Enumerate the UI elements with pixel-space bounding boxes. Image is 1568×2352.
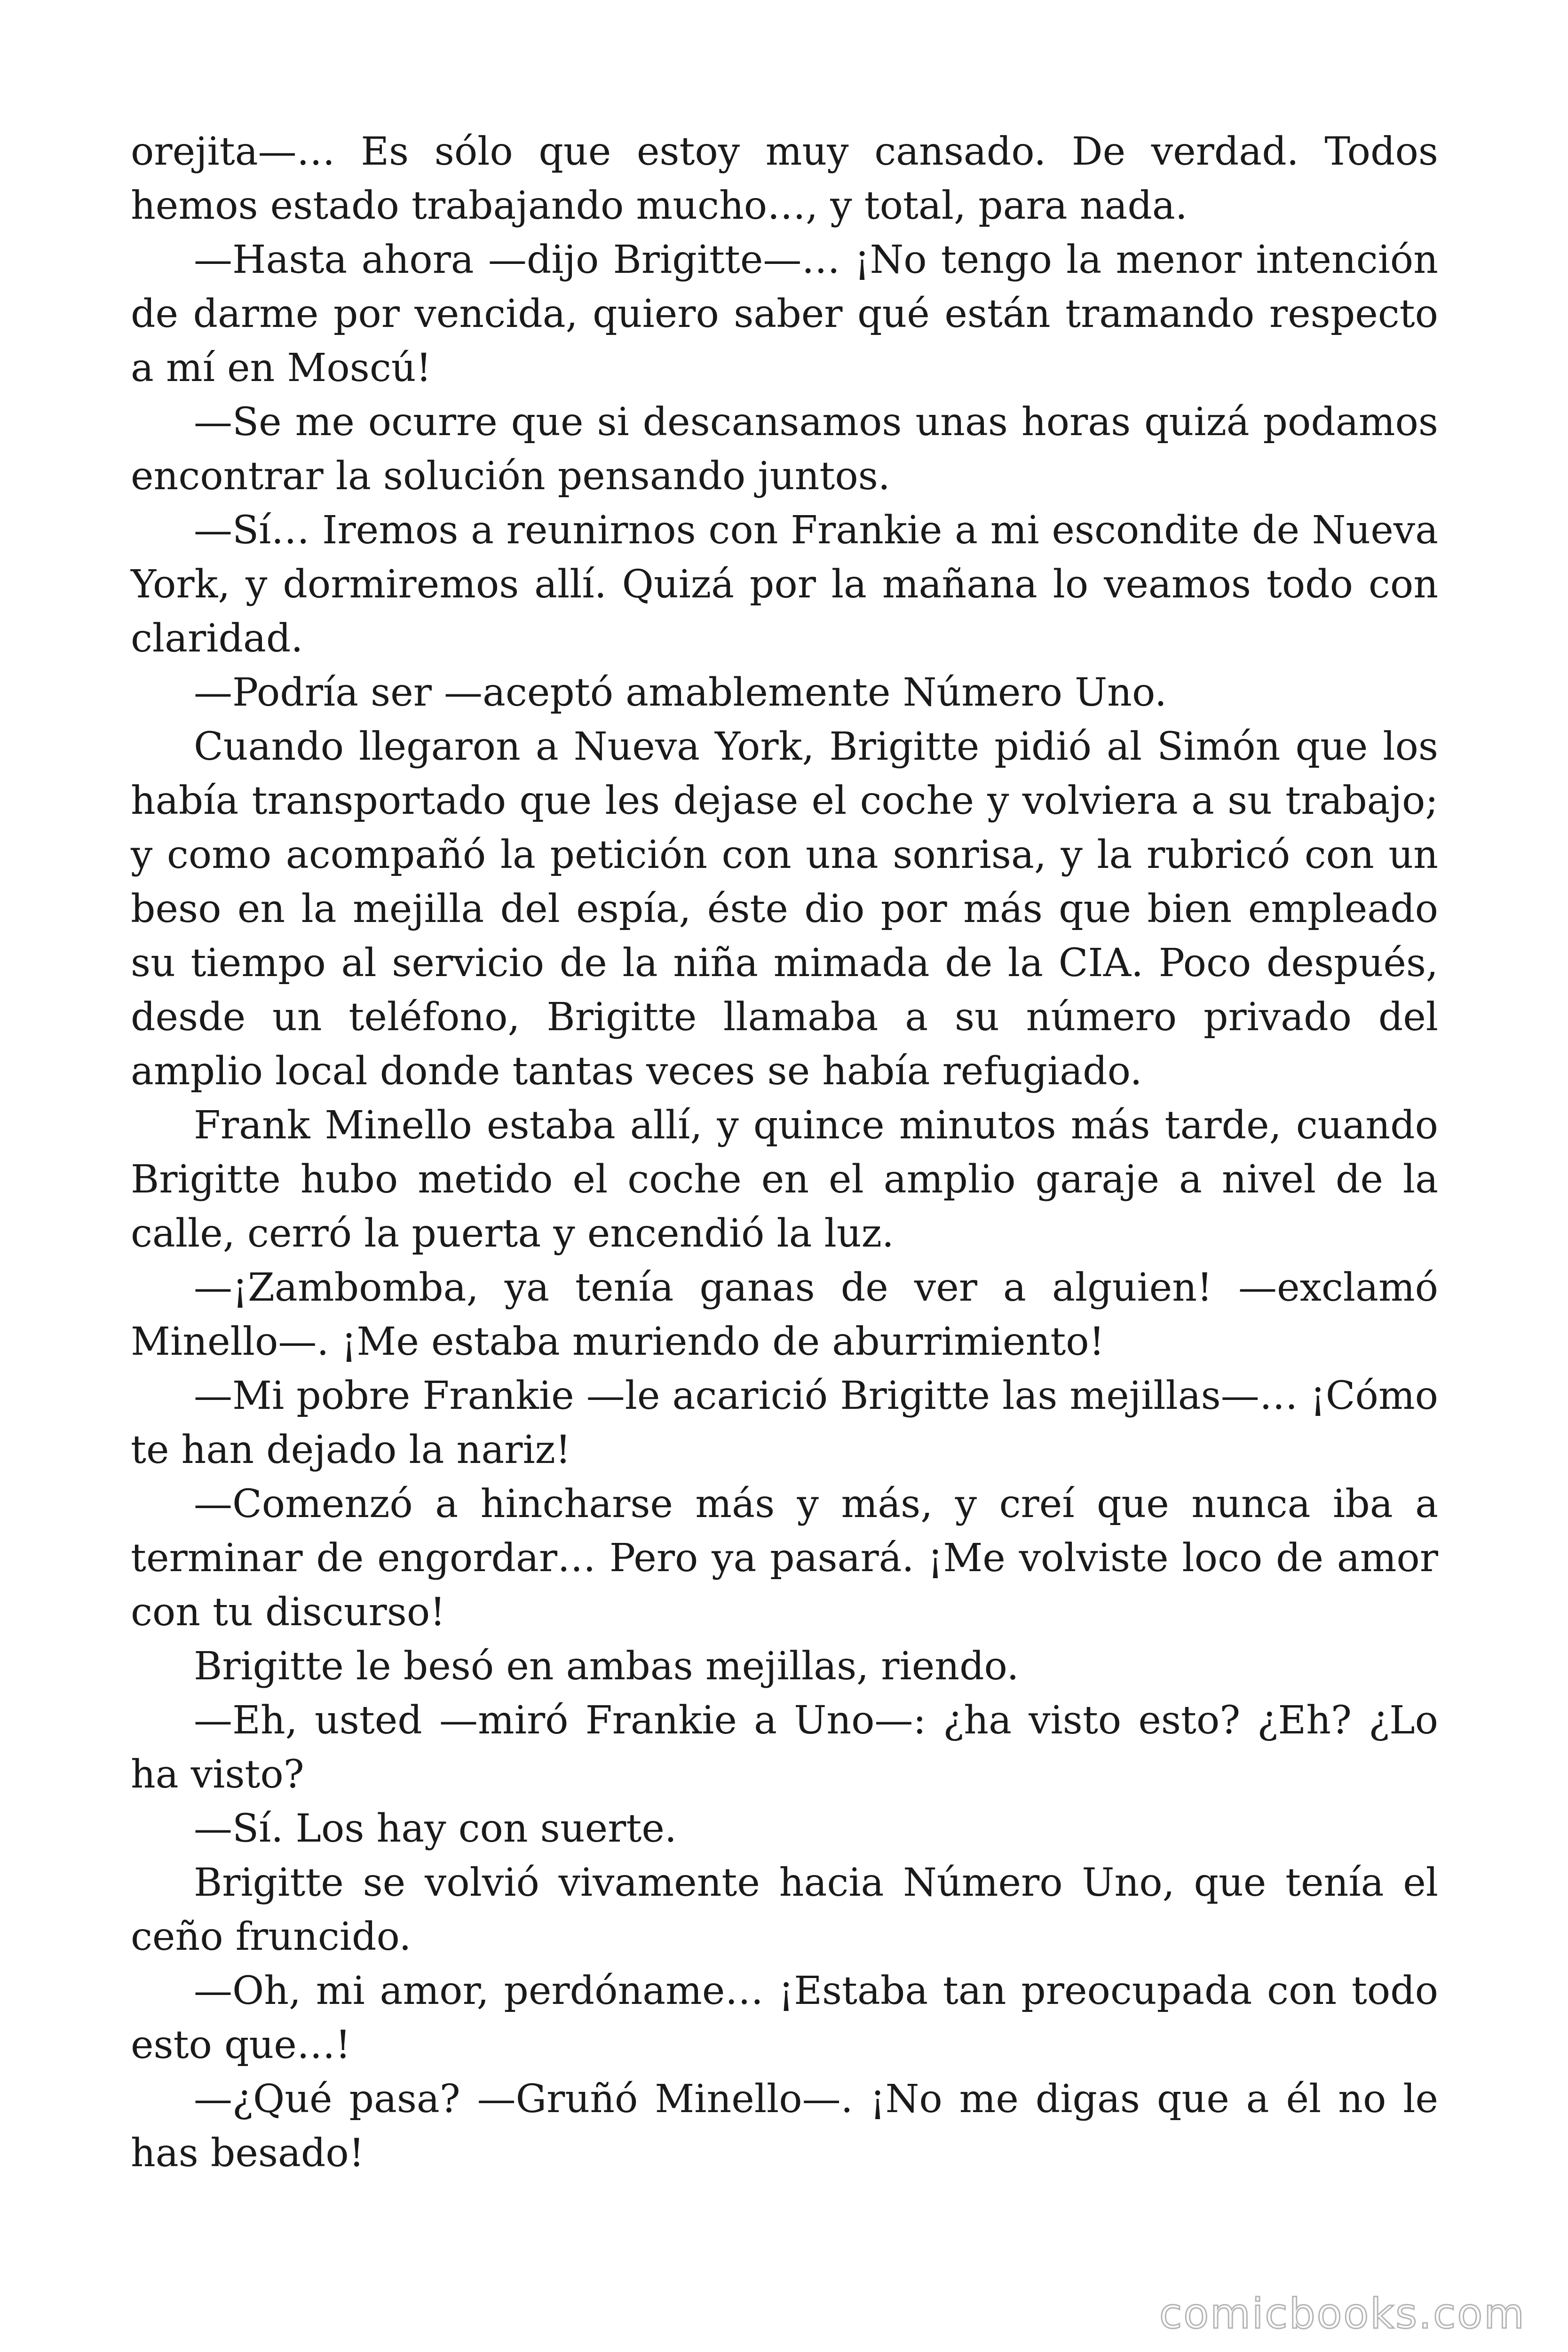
watermark: comicbooks.com xyxy=(1159,2289,1526,2338)
page-body xyxy=(131,125,1438,2180)
paragraph-10: —Comenzó a hincharse más y más, y creí que nunca iba a terminar de engordar… Pero ya pasará. ¡Me volviste loco de amor con tu discurso! xyxy=(131,1482,1438,1635)
paragraph-9: —Mi pobre Frankie —le acarició Brigitte las mejillas—… ¡Cómo te han dejado la nariz! xyxy=(131,1374,1438,1472)
paragraph-1: orejita—… Es sólo que estoy muy cansado. De verdad. Todos hemos estado trabajando mucho…, y total, para nada. xyxy=(131,129,1438,228)
paragraph-11: Brigitte le besó en ambas mejillas, riendo. xyxy=(194,1644,1019,1689)
paragraph-6: Cuando llegaron a Nueva York, Brigitte pidió al Simón que los había transportado que les dejase el coche y volviera a su trabajo; y como acompañó la petición con una sonrisa, y la rubricó con un beso en la mejilla del espía, éste dio por más que bien empleado su tiempo al servicio de la niña mimada de la CIA. Poco después, desde un teléfono, Brigitte llamaba a su número privado del amplio local donde tantas veces se había refugiado. xyxy=(131,724,1438,1094)
paragraph-2: —Hasta ahora —dijo Brigitte—… ¡No tengo la menor intención de darme por vencida, quiero saber qué están tramando respecto a mí en Moscú! xyxy=(131,238,1438,390)
paragraph-3: —Se me ocurre que si descansamos unas horas quizá podamos encontrar la solución pensando juntos. xyxy=(131,400,1438,499)
paragraph-5: —Podría ser —aceptó amablemente Número Uno. xyxy=(194,670,1167,715)
paragraph-16: —¿Qué pasa? —Gruñó Minello—. ¡No me digas que a él no le has besado! xyxy=(131,2077,1438,2176)
paragraph-12: —Eh, usted —miró Frankie a Uno—: ¿ha visto esto? ¿Eh? ¿Lo ha visto? xyxy=(131,1698,1438,1797)
paragraph-15: —Oh, mi amor, perdóname… ¡Estaba tan preocupada con todo esto que…! xyxy=(131,1969,1438,2067)
paragraph-7: Frank Minello estaba allí, y quince minutos más tarde, cuando Brigitte hubo metido el coche en el amplio garaje a nivel de la calle, cerró la puerta y encendió la luz. xyxy=(131,1103,1438,1256)
paragraph-14: Brigitte se volvió vivamente hacia Número Uno, que tenía el ceño fruncido. xyxy=(131,1860,1438,1959)
paragraph-13: —Sí. Los hay con suerte. xyxy=(194,1806,677,1851)
paragraph-4: —Sí… Iremos a reunirnos con Frankie a mi escondite de Nueva York, y dormiremos allí. Quizá por la mañana lo veamos todo con claridad. xyxy=(131,508,1438,661)
paragraph-8: —¡Zambomba, ya tenía ganas de ver a alguien! —exclamó Minello—. ¡Me estaba muriendo de aburrimiento! xyxy=(131,1265,1438,1364)
